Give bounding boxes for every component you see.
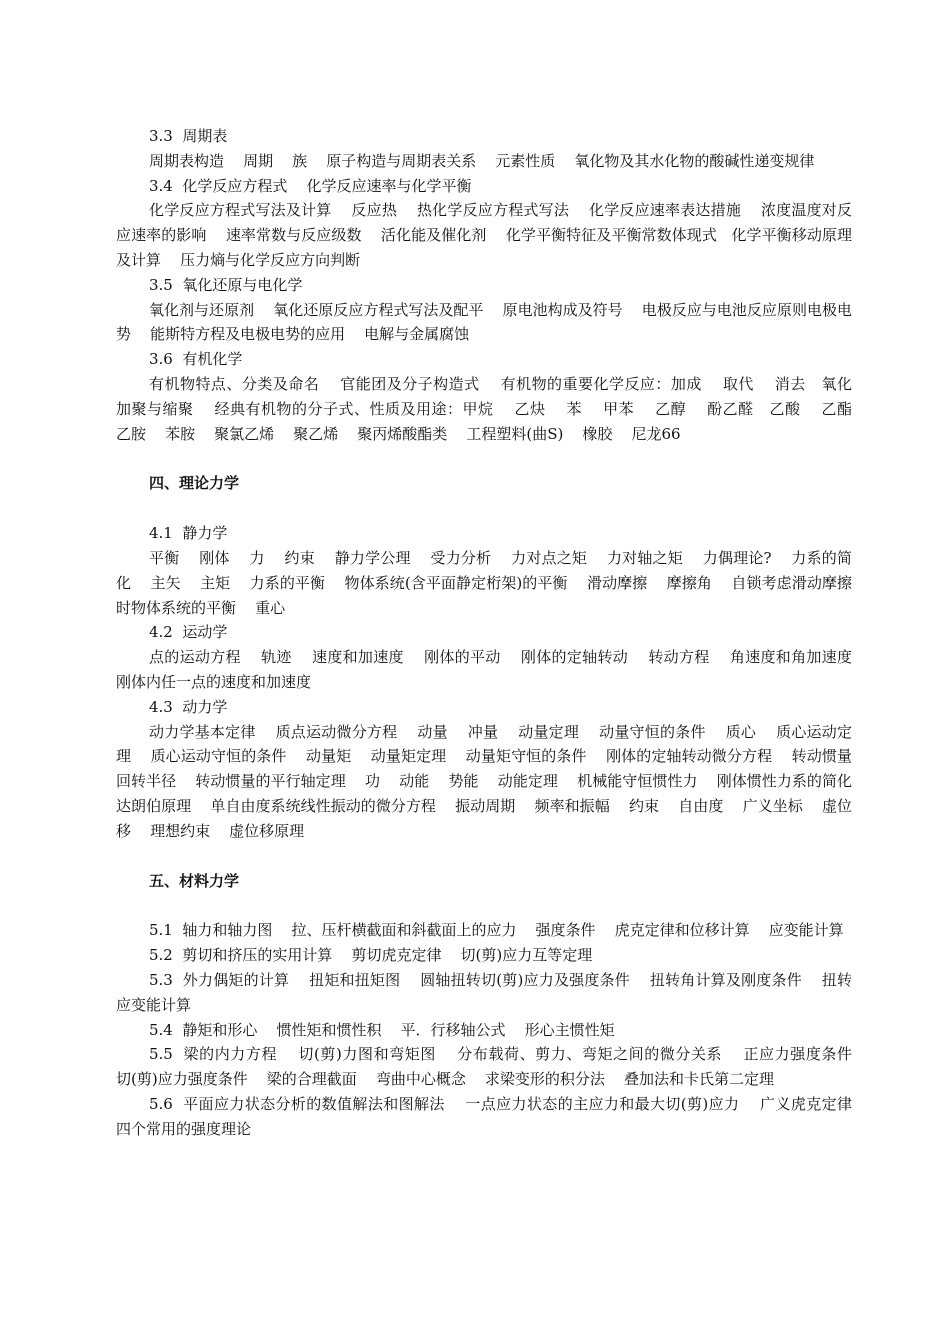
paragraph-reaction-equations: 化学反应方程式写法及计算 反应热 热化学反应方程式写法 化学反应速率表达措施 浓度温度对反应速率的影响 速率常数与反应级数 活化能及催化剂 化学平衡特征及平衡常数体现式 化学平衡移动原理及计算 压力熵与化学反应方向判断 xyxy=(116,201,852,269)
subsection-title-3-5: 3.5 氧化还原与电化学 xyxy=(149,275,303,294)
paragraph-kinematics: 点的运动方程 轨迹 速度和加速度 刚体的平动 刚体的定轴转动 转动方程 角速度和角加速度 刚体内任一点的速度和加速度 xyxy=(116,648,872,691)
subsection-title-4-1: 4.1 静力学 xyxy=(149,524,228,543)
paragraph-redox: 氧化剂与还原剂 氧化还原反应方程式写法及配平 原电池构成及符号 电极反应与电池反应原则电极电势 能斯特方程及电极电势的应用 电解与金属腐蚀 xyxy=(116,300,852,344)
paragraph-5-4: 5.4 静矩和形心 惯性矩和惯性积 平．行移轴公式 形心主惯性矩 xyxy=(149,1020,615,1039)
paragraph-periodic-table: 周期表构造 周期 族 原子构造与周期表关系 元素性质 氧化物及其水化物的酸碱性递变规律 xyxy=(149,151,815,170)
section-heading-theoretical-mechanics: 四、理论力学 xyxy=(149,474,240,493)
paragraph-dynamics: 动力学基本定律 质点运动微分方程 动量 冲量 动量定理 动量守恒的条件 质心 质心运动定理 质心运动守恒的条件 动量矩 动量矩定理 动量矩守恒的条件 刚体的定轴转动微分方程 转动惯量 回转半径 转动惯量的平行轴定理 功 动能 势能 动能定理 机械能守恒惯性力 刚体惯性力系的简化 达朗伯原理 单自由度系统线性振动的微分方程 振动周期 频率和振幅 约束 自由度 广义坐标 虚位移 理想约束 虚位移原理 xyxy=(116,722,872,840)
paragraph-5-2: 5.2 剪切和挤压的实用计算 剪切虎克定律 切(剪)应力互等定理 xyxy=(149,946,593,965)
document-page xyxy=(116,124,872,1141)
paragraph-5-1: 5.1 轴力和轴力图 拉、压杆横截面和斜截面上的应力 强度条件 虎克定律和位移计算 应变能计算 xyxy=(149,921,844,940)
subsection-title-4-3: 4.3 动力学 xyxy=(149,697,228,716)
paragraph-5-3: 5.3 外力偶矩的计算 扭矩和扭矩图 圆轴扭转切(剪)应力及强度条件 扭转角计算及刚度条件 扭转应变能计算 xyxy=(116,970,852,1014)
paragraph-5-6: 5.6 平面应力状态分析的数值解法和图解法 一点应力状态的主应力和最大切(剪)应力 广义虎克定律 四个常用的强度理论 xyxy=(116,1094,872,1138)
subsection-title-3-4: 3.4 化学反应方程式 化学反应速率与化学平衡 xyxy=(149,176,472,195)
subsection-title-3-6: 3.6 有机化学 xyxy=(149,350,243,369)
subsection-title-4-2: 4.2 运动学 xyxy=(149,623,228,642)
section-heading-mechanics-of-materials: 五、材料力学 xyxy=(149,871,240,890)
paragraph-organic-chemistry: 有机物特点、分类及命名 官能团及分子构造式 有机物的重要化学反应：加成 取代 消去 氧化 加聚与缩聚 经典有机物的分子式、性质及用途：甲烷 乙炔 苯 甲苯 乙醇 酚乙醛 乙酸 乙酯 乙胺 苯胺 聚氯乙烯 聚乙烯 聚丙烯酸酯类 工程塑料(曲S) 橡胶 尼龙66 xyxy=(116,374,872,443)
subsection-title-3-3: 3.3 周期表 xyxy=(149,127,228,145)
paragraph-5-5: 5.5 梁的内力方程 切(剪)力图和弯矩图 分布载荷、剪力、弯矩之间的微分关系 正应力强度条件 切(剪)应力强度条件 梁的合理截面 弯曲中心概念 求梁变形的积分法 叠加法和卡氏第二定理 xyxy=(116,1045,872,1089)
paragraph-statics: 平衡 刚体 力 约束 静力学公理 受力分析 力对点之矩 力对轴之矩 力偶理论? 力系的简化 主矢 主矩 力系的平衡 物体系统(含平面静定桁架)的平衡 滑动摩擦 摩擦角 自锁考虑滑动摩擦时物体系统的平衡 重心 xyxy=(116,548,852,617)
